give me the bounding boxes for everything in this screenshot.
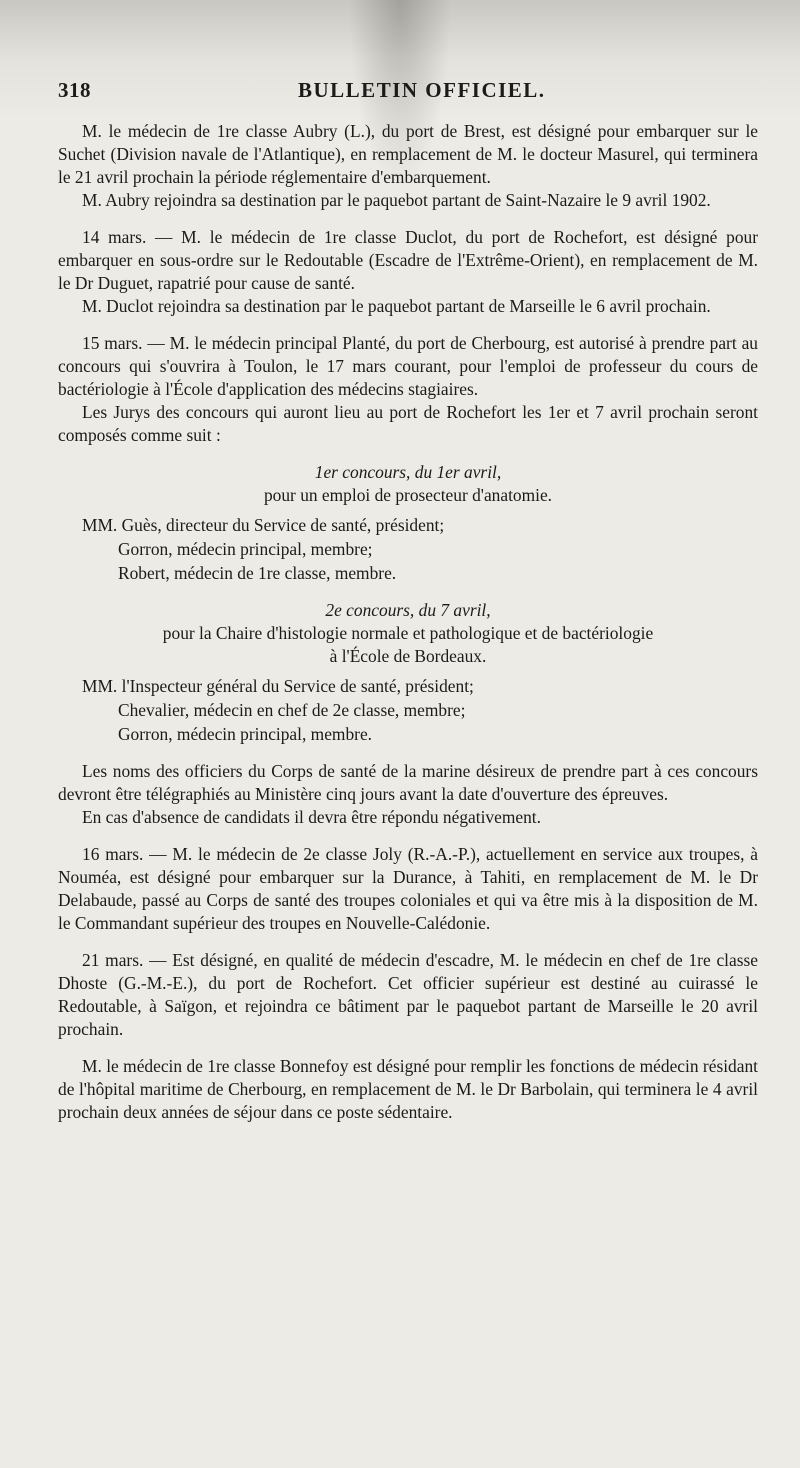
- page-header: [58, 78, 758, 112]
- concours1-subtitle: pour un emploi de prosecteur d'anatomie.: [263, 485, 553, 505]
- paragraph-joly: 16 mars. — M. le médecin de 2e classe Joly (R.-A.-P.), actuellement en service aux troupes, à Nouméa, est désigné pour embarquer sur la Durance, à Tahiti, en remplacement de M. le Dr Delabaude, passé au Corps de santé des troupes coloniales et qui va être mis à la disposition de M. le Commandant supérieur des troupes en Nouvelle-Calédonie.: [58, 844, 758, 933]
- concours2-subtitle-line2: à l'École de Bordeaux.: [329, 646, 487, 666]
- jury-member: Chevalier, médecin en chef de 2e classe, membre;: [118, 700, 466, 720]
- concours2-jury-list: [82, 674, 758, 746]
- paragraph-absence-candidats: En cas d'absence de candidats il devra être répondu négativement.: [82, 807, 541, 827]
- paragraph-aubry: M. le médecin de 1re classe Aubry (L.), du port de Brest, est désigné pour embarquer sur le Suchet (Division navale de l'Atlantique), en remplacement de M. le docteur Masurel, qui terminera le 21 avril prochain la période réglementaire d'embarquement.: [58, 121, 758, 187]
- page-number: 318: [58, 78, 91, 102]
- concours2-title: 2e concours, du 7 avril,: [325, 600, 491, 620]
- jury-member: MM. Guès, directeur du Service de santé, président;: [82, 515, 445, 535]
- paragraph-noms-officiers: Les noms des officiers du Corps de santé de la marine désireux de prendre part à ces concours devront être télégraphiés au Ministère cinq jours avant la date d'ouverture des épreuves.: [58, 761, 758, 804]
- concours1-title: 1er concours, du 1er avril,: [314, 462, 502, 482]
- paragraph-jurys: Les Jurys des concours qui auront lieu au port de Rochefort les 1er et 7 avril prochain seront composés comme suit :: [58, 402, 758, 445]
- concours2-subtitle-line1: pour la Chaire d'histologie normale et pathologique et de bactériologie: [162, 623, 654, 643]
- paragraph-plante: 15 mars. — M. le médecin principal Planté, du port de Cherbourg, est autorisé à prendre part au concours qui s'ouvrira à Toulon, le 17 mars courant, pour l'emploi de professeur du cours de bactériologie à l'École d'application des médecins stagiaires.: [58, 333, 758, 399]
- jury-member: Gorron, médecin principal, membre;: [118, 539, 373, 559]
- paragraph-aubry-travel: M. Aubry rejoindra sa destination par le paquebot partant de Saint-Nazaire le 9 avril 1902.: [82, 190, 711, 210]
- jury-member: Gorron, médecin principal, membre.: [118, 724, 373, 744]
- bulletin-body: [58, 120, 758, 1124]
- paragraph-duclot-travel: M. Duclot rejoindra sa destination par le paquebot partant de Marseille le 6 avril prochain.: [82, 296, 711, 316]
- concours1-jury-list: [82, 513, 758, 585]
- paragraph-duclot: 14 mars. — M. le médecin de 1re classe Duclot, du port de Rochefort, est désigné pour embarquer en sous-ordre sur le Redoutable (Escadre de l'Extrême-Orient), en remplacement de M. le Dr Duguet, rapatrié pour cause de santé.: [58, 227, 758, 293]
- paragraph-bonnefoy: M. le médecin de 1re classe Bonnefoy est désigné pour remplir les fonctions de médecin résidant de l'hôpital maritime de Cherbourg, en remplacement de M. le Dr Barbolain, qui terminera le 4 avril prochain deux années de séjour dans ce poste sédentaire.: [58, 1056, 758, 1122]
- paragraph-dhoste: 21 mars. — Est désigné, en qualité de médecin d'escadre, M. le médecin en chef de 1re classe Dhoste (G.-M.-E.), du port de Rochefort. Cet officier supérieur est destiné au cuirassé le Redoutable, à Saïgon, et rejoindra ce bâtiment par le paquebot partant de Marseille le 20 avril prochain.: [58, 950, 758, 1039]
- running-title: BULLETIN OFFICIEL.: [298, 78, 546, 102]
- jury-member: MM. l'Inspecteur général du Service de santé, président;: [82, 676, 474, 696]
- jury-member: Robert, médecin de 1re classe, membre.: [118, 563, 397, 583]
